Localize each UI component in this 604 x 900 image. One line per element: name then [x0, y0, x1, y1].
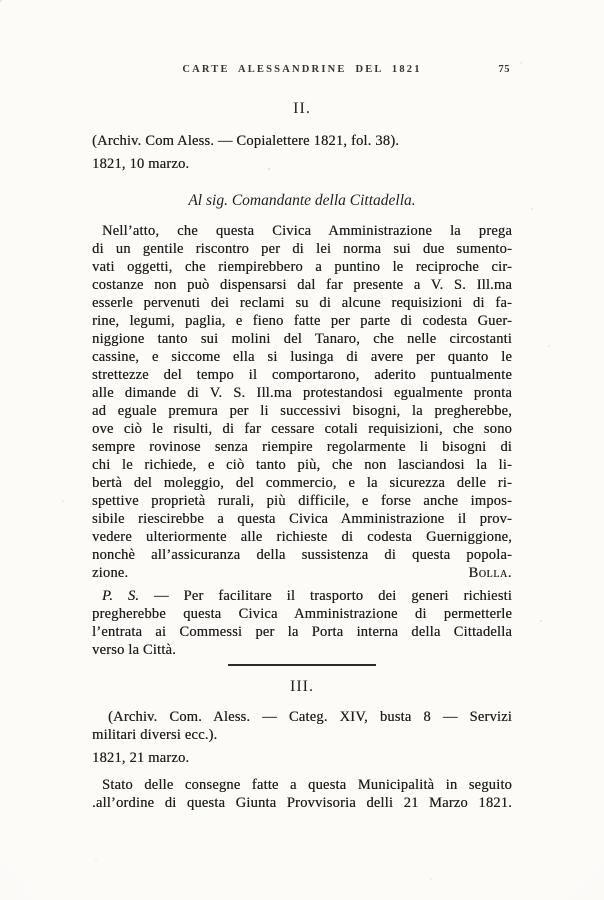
section-ii-heading: II.: [293, 100, 311, 117]
body-line: cassine, e siccome ella si lusinga di avere per quanto le: [92, 349, 512, 365]
postscript-label: P. S.: [102, 588, 140, 604]
section-ii-date: 1821, 10 marzo.: [92, 156, 190, 172]
body-line: bertà del moleggio, del commercio, e la sicurezza delle ri-: [92, 475, 512, 491]
body-line: spettive proprietà rurali, più difficile, e forse anche impos-: [92, 493, 512, 509]
body-line: Nell’atto, che questa Civica Amministrazione la prega: [102, 223, 512, 239]
body-line: di un gentile riscontro per di lei norma sui due sumento-: [92, 241, 512, 257]
section-iii-archive-ref-line2: militari diversi ecc.).: [92, 727, 218, 743]
running-title: CARTE ALESSANDRINE DEL 1821: [182, 64, 422, 75]
section-ii-body: [92, 222, 512, 564]
postscript-first-line: [92, 587, 512, 605]
section-ii-salutation: Al sig. Comandante della Cittadella.: [188, 192, 416, 209]
body-line: sempre rovinose senza riempire regolarmente li bisogni di: [92, 439, 512, 455]
body-line: vedere ulteriormente alle richieste di codesta Guerniggione,: [92, 529, 512, 545]
body-line: niggione tanto sui molini del Tanaro, che nelle circostanti: [92, 331, 512, 347]
postscript-line: l’entrata ai Commessi per la Porta interna della Cittadella: [92, 624, 512, 640]
body-line: ove ciò le risulti, di far cessare cotali requisizioni, che sono: [92, 421, 512, 437]
section-iii-body-line2: .all’ordine di questa Giunta Provvisoria delli 21 Marzo 1821.: [92, 795, 512, 811]
body-line: alle dimande di V. S. Ill.ma protestandosi egualmente pronta: [92, 385, 512, 401]
section-divider-rule: [228, 664, 376, 666]
page-number: 75: [498, 64, 510, 75]
postscript-body: [92, 605, 512, 641]
signature-line: [92, 564, 512, 582]
section-iii-body-line1: Stato delle consegne fatte a questa Municipalità in seguito: [102, 777, 512, 793]
postscript-line: pregherebbe questa Civica Amministrazione di permetterle: [92, 606, 512, 622]
body-line: rine, legumi, paglia, e fieno fatte per parte di codesta Guer-: [92, 313, 512, 329]
body-line: nonchè all’assicuranza della sussistenza di questa popola-: [92, 547, 512, 563]
body-line: sibile riescirebbe a questa Civica Amministrazione il prov-: [92, 511, 512, 527]
body-last-word: zione.: [92, 565, 129, 581]
body-line: chi le richiede, e ciò tanto più, che non lasciandosi la li-: [92, 457, 512, 473]
signature: Bolla.: [468, 565, 512, 581]
section-iii-date: 1821, 21 marzo.: [92, 750, 190, 766]
section-ii-archive-ref: (Archiv. Com Aless. — Copialettere 1821, fol. 38).: [92, 133, 400, 149]
running-header: [92, 64, 512, 78]
body-line: costanze non può dispensarsi dal far presente a V. S. Ill.ma: [92, 277, 512, 293]
body-line: ad eguale premura per li successivi bisogni, la pregherebbe,: [92, 403, 512, 419]
section-iii-heading: III.: [290, 678, 314, 695]
postscript-first-text: — Per facilitare il trasporto dei generi richiesti: [153, 588, 512, 604]
body-line: strettezze del tempo il comportarono, aderito puntualmente: [92, 367, 512, 383]
section-iii-archive-ref-line1: (Archiv. Com. Aless. — Categ. XIV, busta 8 — Servizi: [108, 709, 512, 725]
postscript-last-line: verso la Città.: [92, 642, 176, 658]
body-line: esserle pervenuti dei reclami su di alcune requisizioni di fa-: [92, 295, 512, 311]
body-line: vati oggetti, che riempirebbero a puntino le reciproche cir-: [92, 259, 512, 275]
